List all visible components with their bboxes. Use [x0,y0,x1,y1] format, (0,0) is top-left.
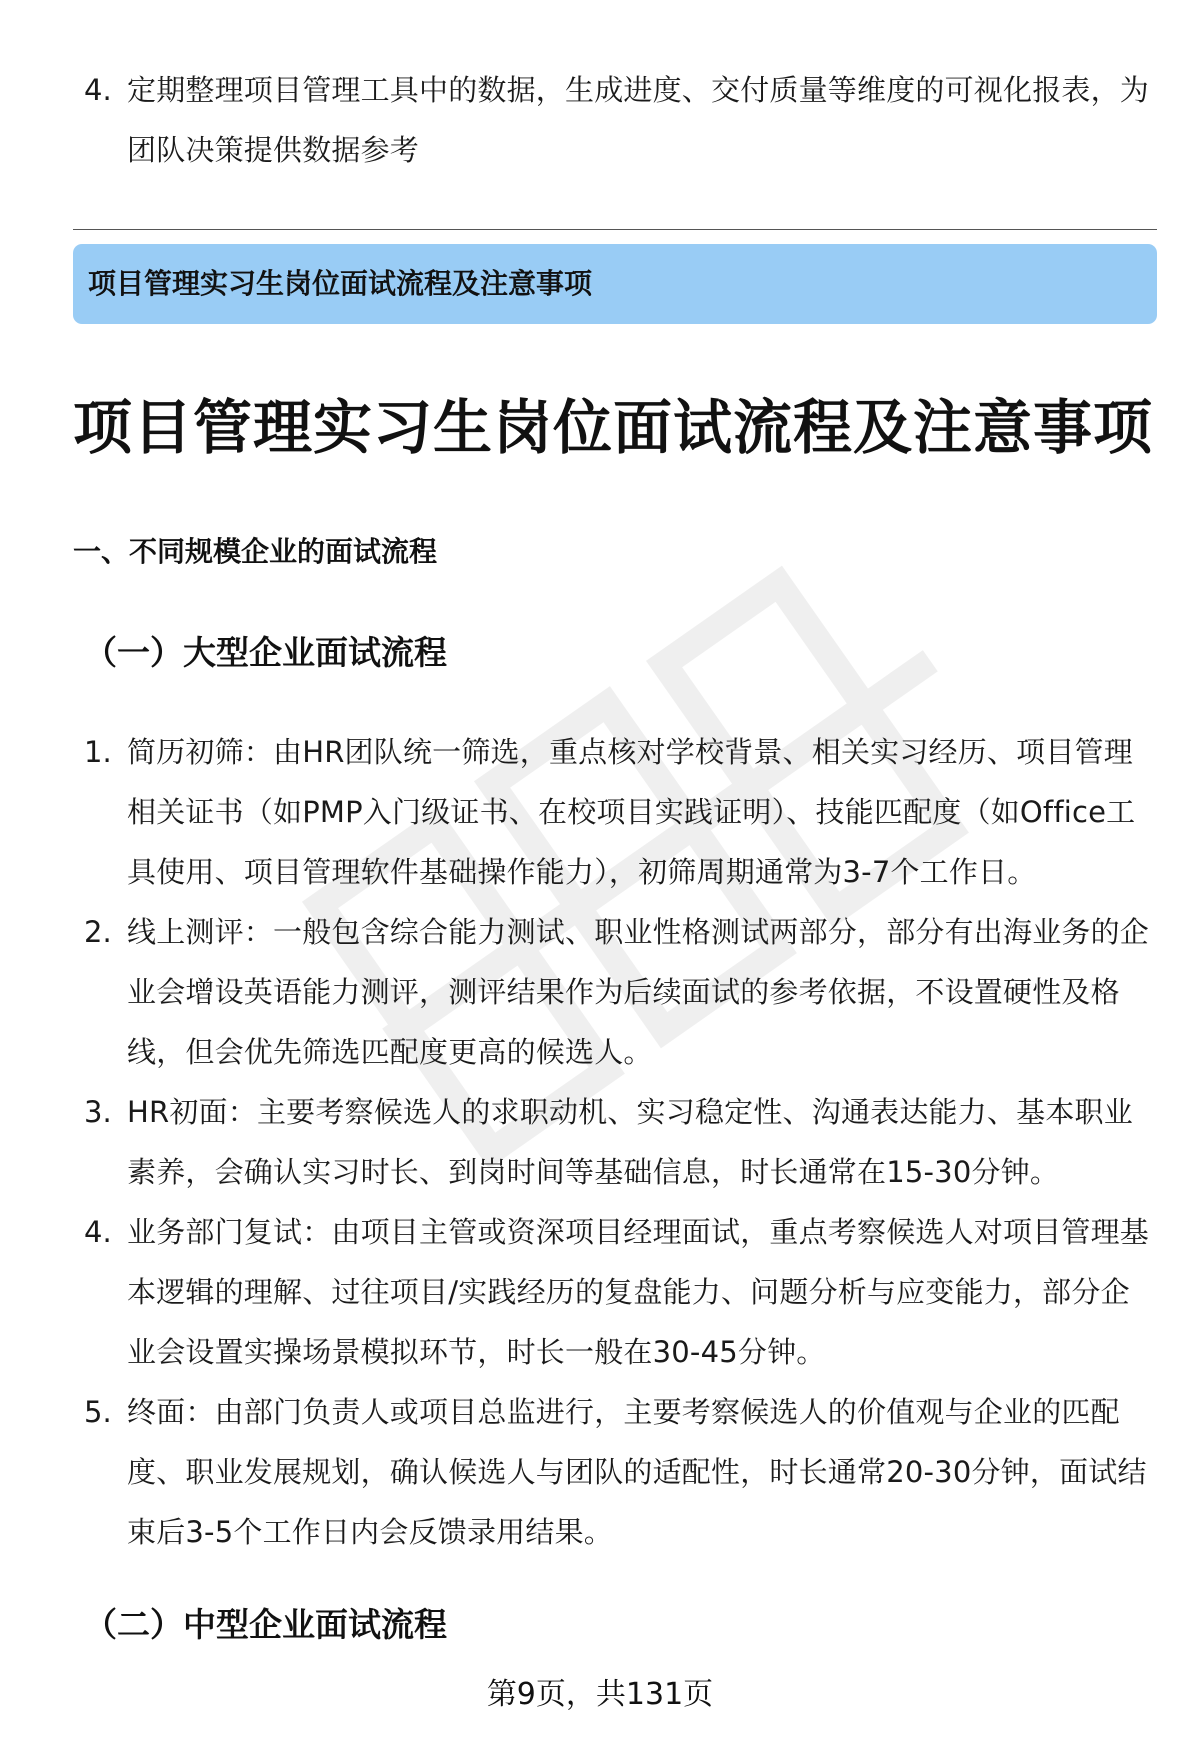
list-item-number: 5. [84,1395,112,1429]
list-item-number: 4. [84,73,112,107]
list-item-text: 简历初筛：由HR团队统一筛选，重点核对学校背景、相关实习经历、项目管理相关证书（如PMP入门级证书、在校项目实践证明）、技能匹配度（如Office工具使用、项目管理软件基础操作能力），初筛周期通常为3-7个工作日。 [127,735,1136,889]
list-item-number: 2. [84,915,112,949]
subsection-heading: （一）大型企业面试流程 [84,633,447,672]
page-title: 项目管理实习生岗位面试流程及注意事项 [73,393,1154,462]
banner-title: 项目管理实习生岗位面试流程及注意事项 [88,267,593,300]
list-item-number: 3. [84,1095,112,1129]
section-banner [73,244,1157,324]
page-footer: 第9页，共131页 [486,1677,714,1712]
list-item-text: 定期整理项目管理工具中的数据，生成进度、交付质量等维度的可视化报表，为团队决策提供数据参考 [127,73,1150,167]
list-item-text: 线上测评：一般包含综合能力测试、职业性格测试两部分，部分有出海业务的企业会增设英语能力测评，测评结果作为后续面试的参考依据，不设置硬性及格线，但会优先筛选匹配度更高的候选人。 [127,915,1150,1069]
list-item-text: 业务部门复试：由项目主管或资深项目经理面试，重点考察候选人对项目管理基本逻辑的理解、过往项目/实践经历的复盘能力、问题分析与应变能力，部分企业会设置实操场景模拟环节，时长一般在30-45分钟。 [127,1215,1150,1369]
section-heading: 一、不同规模企业的面试流程 [73,535,438,568]
section-divider [73,229,1157,230]
list-item-text: HR初面：主要考察候选人的求职动机、实习稳定性、沟通表达能力、基本职业素养，会确认实习时长、到岗时间等基础信息，时长通常在15-30分钟。 [127,1095,1133,1189]
list-item-number: 1. [84,735,112,769]
subsection-heading: （二）中型企业面试流程 [84,1605,447,1644]
list-item-number: 4. [84,1215,112,1249]
list-item-text: 终面：由部门负责人或项目总监进行，主要考察候选人的价值观与企业的匹配度、职业发展规划，确认候选人与团队的适配性，时长通常20-30分钟，面试结束后3-5个工作日内会反馈录用结果。 [127,1395,1147,1549]
